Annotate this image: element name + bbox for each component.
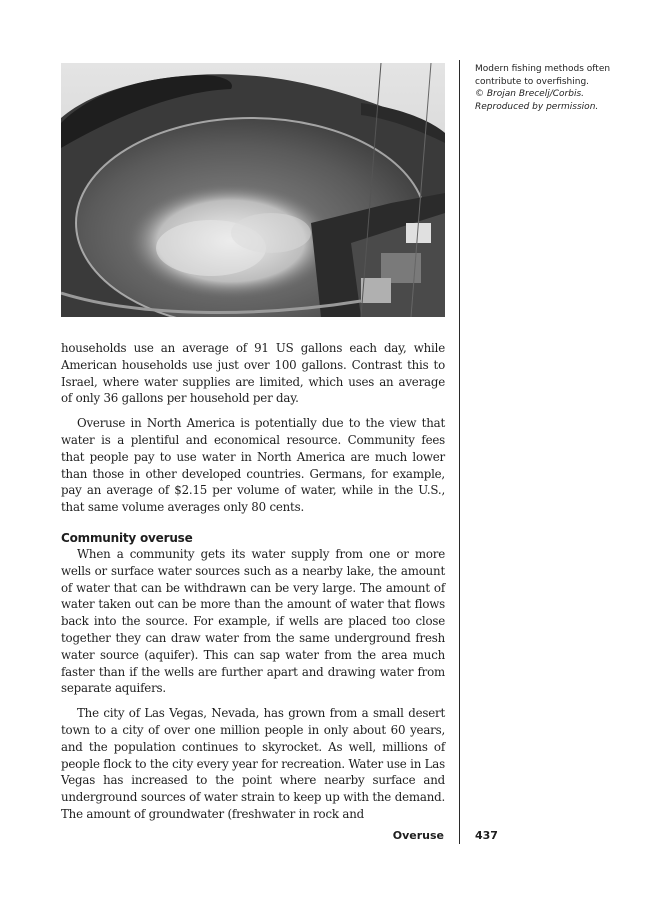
- fishing-net-photo-image: [61, 63, 445, 317]
- running-footer-section: Overuse: [392, 829, 444, 842]
- fishing-net-photo: [61, 63, 445, 317]
- paragraph-2: Overuse in North America is potentially due to the view that water is a plentiful and economical resource. Community fees that people pay to use water in North America are much lower than those in other developed countries. Germans, for example, pay an average of $2.15 per volume of water, while in the U.S., that same volume averages only 80 cents.: [61, 416, 445, 515]
- body-text: [61, 340, 445, 831]
- page-number: 437: [475, 829, 498, 842]
- caption-credit: © Brojan Brecelj/Corbis.: [475, 89, 585, 99]
- caption-permission: Reproduced by permission.: [475, 101, 599, 112]
- paragraph-4: The city of Las Vegas, Nevada, has grown from a small desert town to a city of over one million people in only about 60 years, and the population continues to skyrocket. As well, millions of people flock to the city every year for recreation. Water use in Las Vegas has increased to the point where nearby surface and underground sources of water strain to keep up with the demand. The amount of groundwater (freshwater in rock and: [61, 706, 445, 821]
- paragraph-3: When a community gets its water supply from one or more wells or surface water sources such as a nearby lake, the amount of water that can be withdrawn can be very large. The amount of water taken out can be more than the amount of water that flows back into the source. For example, if wells are placed too close together they can draw water from the same underground fresh water source (aquifer). This can sap water from the area much faster than if the wells are further apart and drawing water from separate aquifers.: [61, 546, 445, 696]
- figure-caption: [475, 63, 645, 113]
- caption-text: Modern fishing methods often contribute to overfishing.: [475, 64, 611, 87]
- margin-rule: [459, 60, 460, 844]
- section-heading: Community overuse: [61, 530, 193, 545]
- paragraph-1: households use an average of 91 US gallons each day, while American households use just over 100 gallons. Contrast this to Israel, where water supplies are limited, which uses an average of only 36 gallons per household per day.: [61, 341, 445, 406]
